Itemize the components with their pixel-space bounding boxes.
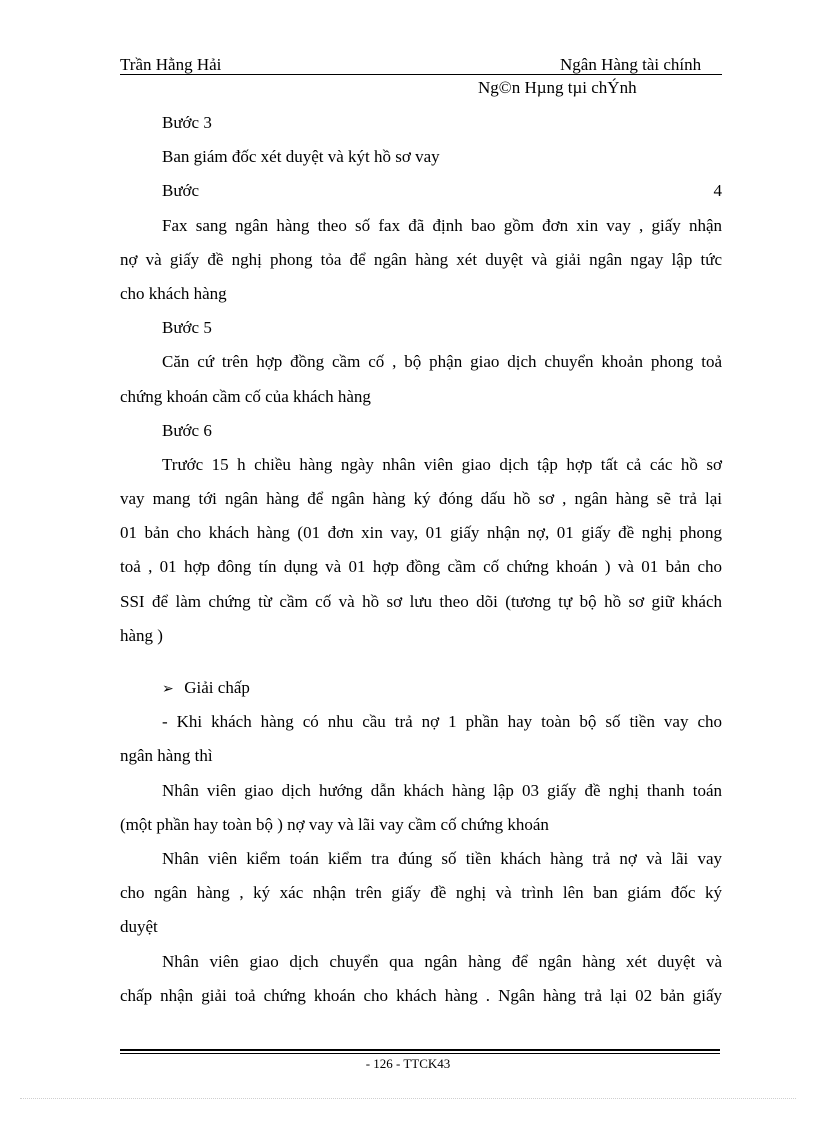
step-4-number: 4	[713, 181, 722, 201]
release-heading	[120, 671, 722, 705]
header-rule	[120, 74, 722, 75]
header-subtitle: Ng©n Hµng tµi chÝnh	[478, 78, 637, 97]
footer-rule-thick	[120, 1049, 720, 1051]
release-para-3-line: cho ngân hàng , ký xác nhận trên giấy đề nghị và trình lên ban giám đốc ký	[120, 883, 722, 903]
page-bottom-dotted-border	[20, 1098, 796, 1099]
release-para-4-line: chấp nhận giải toả chứng khoán cho khách hàng . Ngân hàng trả lại 02 bản giấy	[120, 985, 722, 1005]
step-4-line: cho khách hàng	[120, 283, 227, 303]
release-para-3-line: duyệt	[120, 917, 158, 937]
step-4-line: nợ và giấy đề nghị phong tỏa để ngân hàng xét duyệt và giải ngân ngay lập tức	[120, 249, 722, 269]
step-6-label: Bước 6	[162, 420, 212, 440]
step-6-line: 01 bản cho khách hàng (01 đơn xin vay, 01 giấy nhận nợ, 01 giấy đề nghị phong	[120, 523, 722, 543]
step-3-text: Ban giám đốc xét duyệt và kýt hồ sơ vay	[162, 147, 440, 167]
document-body	[120, 106, 722, 1013]
header-title: Ngân Hàng tài chính	[560, 55, 702, 74]
step-4-label: Bước	[162, 181, 200, 201]
release-para-3-line: Nhân viên kiểm toán kiểm tra đúng số tiền khách hàng trả nợ và lãi vay	[162, 848, 722, 868]
step-6-line: vay mang tới ngân hàng để ngân hàng ký đóng dấu hồ sơ , ngân hàng sẽ trả lại	[120, 489, 722, 509]
footer-rule-thin	[120, 1053, 720, 1054]
footer-page-label: - 126 - TTCK43	[365, 1056, 451, 1071]
release-para-1-line: - Khi khách hàng có nhu cầu trả nợ 1 phần hay toàn bộ số tiền vay cho	[162, 712, 722, 732]
header-author: Trần Hằng Hải	[120, 55, 222, 74]
step-6-line: hàng )	[120, 625, 163, 645]
step-5-line: Căn cứ trên hợp đồng cầm cố , bộ phận giao dịch chuyển khoản phong toả	[162, 352, 722, 372]
step-5-label: Bước 5	[162, 318, 212, 338]
step-4-heading	[120, 174, 722, 208]
release-heading-text: Giải chấp	[184, 678, 250, 697]
arrow-bullet-icon: ➢	[162, 682, 174, 697]
step-6-line: Trước 15 h chiều hàng ngày nhân viên giao dịch tập hợp tất cả các hồ sơ	[162, 454, 722, 474]
release-para-2-line: Nhân viên giao dịch hướng dẫn khách hàng lập 03 giấy đề nghị thanh toán	[162, 780, 722, 800]
step-6-line: toả , 01 hợp đông tín dụng và 01 hợp đồng cầm cố chứng khoán ) và 01 bản cho	[120, 557, 722, 577]
step-5-line: chứng khoán cầm cố của khách hàng	[120, 386, 371, 406]
step-6-line: SSI để làm chứng từ cầm cố và hồ sơ lưu theo dõi (tương tự bộ hồ sơ giữ khách	[120, 591, 722, 611]
release-para-2-line: (một phần hay toàn bộ ) nợ vay và lãi vay cầm cố chứng khoán	[120, 814, 549, 834]
release-para-4-line: Nhân viên giao dịch chuyển qua ngân hàng để ngân hàng xét duyệt và	[162, 951, 722, 971]
release-para-1-line: ngân hàng thì	[120, 746, 213, 766]
step-4-line: Fax sang ngân hàng theo số fax đã định bao gồm đơn xin vay , giấy nhận	[162, 215, 722, 235]
step-3-label: Bước 3	[162, 113, 212, 132]
